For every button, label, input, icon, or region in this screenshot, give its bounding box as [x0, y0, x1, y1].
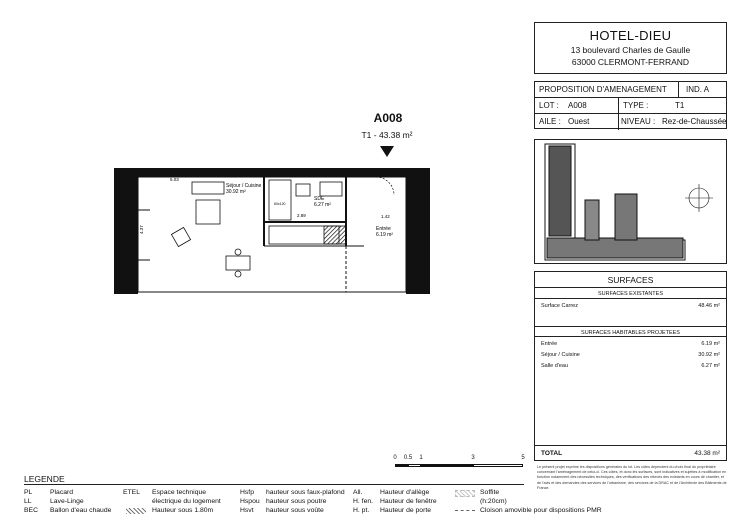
room-area-entree: 6.19 m² [376, 232, 393, 238]
room-area-sde: 6.27 m² [314, 202, 331, 208]
level-value: Rez-de-Chaussée [662, 117, 727, 126]
wing-value: Ouest [568, 117, 590, 126]
room-name-sejour: Séjour / Cuisine [226, 183, 262, 189]
legend-divider [24, 484, 524, 485]
lot-label: LOT : [539, 101, 559, 110]
legend-title: LEGENDE [24, 474, 65, 484]
scale-bar: 0 0.5 1 3 5 [395, 455, 525, 469]
north-arrow-icon [685, 184, 713, 212]
entrance-arrow-icon [380, 146, 394, 157]
room-area-sejour: 30.92 m² [226, 189, 246, 195]
legend-text: Lave-Linge [50, 498, 84, 505]
soffit-swatch-icon [455, 490, 475, 497]
legend-code: Hsvt [240, 507, 254, 514]
legend-text: Espace technique [152, 489, 207, 496]
legend-text: Hauteur de fenêtre [380, 498, 437, 505]
type-label: TYPE : [623, 101, 649, 110]
legend-code: H. fen. [353, 498, 374, 505]
legend-text: (h:20cm) [480, 498, 507, 505]
dim-depth: 4.37 [139, 225, 144, 234]
legend-code: Hspou [240, 498, 260, 505]
legend-code: Hsfp [240, 489, 254, 496]
lot-value: A008 [568, 101, 587, 110]
legend-text: Hauteur d'allège [380, 489, 430, 496]
projected-row: Entrée 6.19 m² [541, 341, 720, 347]
legend-text: Hauteur de porte [380, 507, 432, 514]
legend-text: hauteur sous voûte [266, 507, 324, 514]
dim-shower: 60x120 [274, 202, 286, 206]
legend-code: All. [353, 489, 363, 496]
existing-title: SURFACES EXISTANTES [535, 288, 726, 299]
surfaces-table [534, 271, 727, 461]
projected-title: SURFACES HABITABLES PROJETEES [535, 326, 726, 337]
removable-wall-swatch-icon [455, 510, 475, 511]
legend-code: PL [24, 489, 33, 496]
legend-text: Placard [50, 489, 74, 496]
unit-subtitle: T1 - 43.38 m² [361, 130, 413, 140]
lot-info [534, 81, 727, 129]
address-line-1: 13 boulevard Charles de Gaulle [570, 45, 691, 55]
room-name-entree: Entrée [376, 226, 391, 232]
room-name-sde: SDE [314, 196, 325, 202]
legend-text: Cloison amovible pour dispositions PMR [480, 507, 602, 514]
legend-text: électrique du logement [152, 498, 221, 505]
index-label: IND. A [686, 85, 710, 94]
legend-text: hauteur sous poutre [266, 498, 327, 505]
proposal-label: PROPOSITION D'AMENAGEMENT [539, 85, 667, 94]
wing-label: AILE : [539, 117, 561, 126]
hatch-swatch-icon [126, 508, 146, 514]
legend-text: Hauteur sous 1.80m [152, 507, 214, 514]
site-plan [534, 139, 727, 264]
technical-space-icon [324, 226, 346, 244]
legend-code: BEC [24, 507, 38, 514]
dim-sde: 2.89 [297, 213, 306, 218]
projected-row: Salle d'eau 6.27 m² [541, 363, 720, 369]
legend-text: hauteur sous faux-plafond [266, 489, 345, 496]
level-label: NIVEAU : [621, 117, 656, 126]
legend-code: LL [24, 498, 32, 505]
legend-text: Ballon d'eau chaude [50, 507, 112, 514]
surfaces-title: SURFACES [535, 272, 726, 288]
legend-code: H. pt. [353, 507, 370, 514]
legend-code: ETEL [123, 489, 140, 496]
legal-note: Le présent projet exprime les dispositions générales du lot. Les côtes dépendent du choix final du propriétaire concernant l'aménagement de celui-ci. Ces côtes, et donc les surfaces, sont indicatives et sujettes à modification en fonction notamment des nécessités techniques, des vérifications des relevés des existants en cours de chantier, et de l'avis et des demandes des services de l'urbanisme, des services de la DRAC et de l'Architecte des Bâtiments de France. [537, 465, 727, 490]
project-name: HOTEL-DIEU [589, 28, 672, 43]
project-header [534, 22, 727, 74]
floor-plan [114, 160, 434, 310]
unit-id: A008 [373, 111, 403, 125]
dim-entree: 1.42 [381, 214, 390, 219]
legend-text: Soffite [480, 489, 500, 496]
existing-row: Surface Carrez 48.46 m² [541, 303, 720, 309]
total-row: TOTAL 43.38 m² [535, 445, 726, 460]
address-line-2: 63000 CLERMONT-FERRAND [571, 57, 690, 67]
type-value: T1 [675, 101, 685, 110]
projected-row: Séjour / Cuisine 30.92 m² [541, 352, 720, 358]
dim-width: 5.03 [170, 177, 179, 182]
